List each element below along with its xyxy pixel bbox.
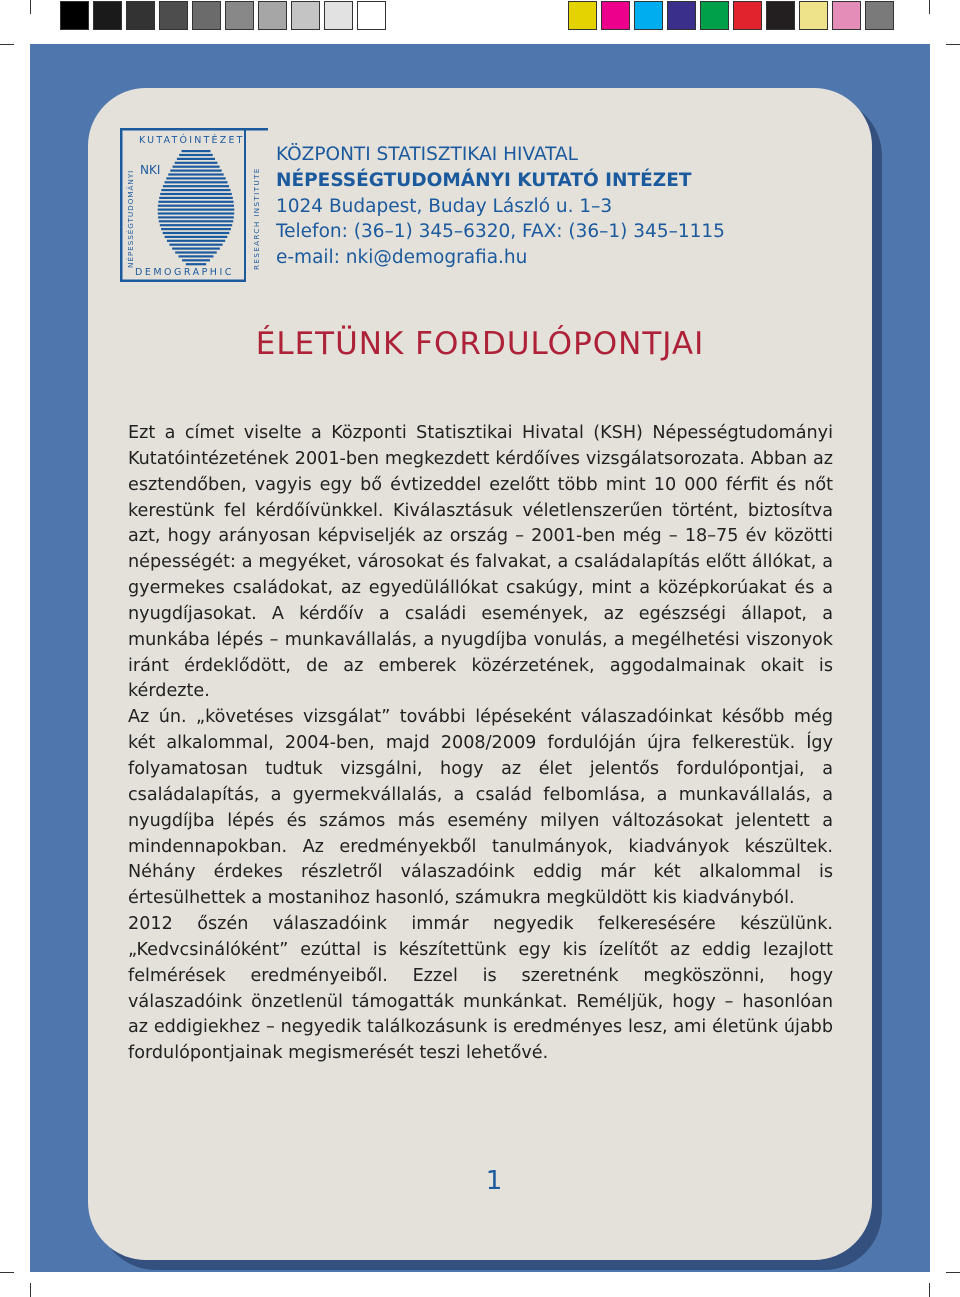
crop-mark bbox=[0, 44, 14, 45]
body-text bbox=[128, 421, 833, 1067]
pyramid-bar bbox=[165, 181, 228, 183]
pyramid-bar bbox=[160, 224, 232, 226]
color-swatch bbox=[324, 1, 353, 30]
logo-text-bottom: DEMOGRAPHIC bbox=[135, 267, 234, 278]
pyramid-bar bbox=[175, 251, 217, 253]
institute-phone-fax: Telefon: (36–1) 345–6320, FAX: (36–1) 345–1115 bbox=[276, 221, 725, 243]
population-pyramid-graphic bbox=[158, 150, 235, 265]
color-swatch bbox=[733, 1, 762, 30]
pyramid-bar bbox=[172, 248, 220, 250]
pyramid-bar bbox=[161, 189, 230, 191]
color-swatch bbox=[865, 1, 894, 30]
color-swatch bbox=[60, 1, 89, 30]
color-swatch bbox=[832, 1, 861, 30]
color-swatch bbox=[634, 1, 663, 30]
pyramid-bar bbox=[182, 259, 210, 261]
paragraph: 2012 őszén válaszadóink immár negyedik felkeresésére készülünk. „Kedvcsinálóként” ezúttal is készítettünk egy kis ízelítőt az eddig lezajlott felmérések eredményeiből. Ezzel is szeretnénk megköszönni, hogy válaszadóink önzetlenül támogatták munkánkat. Reméljük, hogy – hasonlóan az eddigiekhez – negyedik találkozásunk is eredményes lesz, ami életünk újabb fordulópontjainak megismerését teszi lehetővé. bbox=[128, 914, 833, 1064]
pyramid-bar bbox=[165, 236, 228, 238]
crop-mark bbox=[30, 0, 31, 14]
pyramid-bar bbox=[167, 240, 225, 242]
pyramid-bar bbox=[158, 212, 234, 214]
nki-logo bbox=[120, 128, 268, 282]
crop-mark bbox=[946, 44, 960, 45]
pyramid-bar bbox=[166, 177, 225, 179]
color-swatch bbox=[700, 1, 729, 30]
pyramid-bar bbox=[159, 197, 233, 199]
logo-text-left: NÉPESSÉGTUDOMÁNYI bbox=[126, 169, 135, 268]
color-swatch bbox=[192, 1, 221, 30]
crop-mark bbox=[929, 1283, 930, 1297]
institute-address: 1024 Budapest, Buday László u. 1–3 bbox=[276, 195, 613, 217]
page-title: ÉLETÜNK FORDULÓPONTJAI bbox=[255, 326, 705, 362]
pyramid-bar bbox=[186, 263, 206, 265]
crop-mark bbox=[0, 1272, 14, 1273]
color-swatch bbox=[126, 1, 155, 30]
pyramid-bar bbox=[177, 158, 215, 160]
pyramid-bar bbox=[161, 228, 231, 230]
color-swatch bbox=[225, 1, 254, 30]
color-calibration-bar bbox=[0, 0, 960, 32]
pyramid-bar bbox=[158, 205, 234, 207]
pyramid-bar bbox=[179, 255, 214, 257]
color-swatch bbox=[799, 1, 828, 30]
pyramid-bar bbox=[182, 150, 211, 152]
pyramid-bar bbox=[160, 193, 232, 195]
page-number: 1 bbox=[485, 1166, 503, 1196]
pyramid-bar bbox=[179, 154, 213, 156]
color-swatch bbox=[357, 1, 386, 30]
pyramid-bar bbox=[163, 185, 229, 187]
color-swatch bbox=[601, 1, 630, 30]
crop-mark bbox=[929, 0, 930, 14]
pyramid-bar bbox=[159, 220, 233, 222]
pyramid-bar bbox=[170, 170, 221, 172]
pyramid-bar bbox=[158, 209, 235, 211]
color-swatch bbox=[568, 1, 597, 30]
crop-mark bbox=[946, 1272, 960, 1273]
color-swatch bbox=[291, 1, 320, 30]
institute-name: KÖZPONTI STATISZTIKAI HIVATAL bbox=[276, 144, 578, 165]
logo-text-top: KUTATÓINTÉZET bbox=[139, 135, 245, 146]
pyramid-bar bbox=[158, 201, 233, 203]
paragraph: Ezt a címet viselte a Központi Statisztikai Hivatal (KSH) Népességtudományi Kutatóintézetének 2001-ben megkezdett kérdőíves vizsgálatsorozata. Abban az esztendőben, vagyis egy bő évtizeddel ezelőtt több mint 10 000 férfit és nőt kerestünk fel kérdőívünkkel. Kiválasztásuk véletlenszerűen történt, biztosítva azt, hogy arányosan képviseljék az ország – 2001-ben még – 18–75 év közötti népességét: a megyéket, városokat és falvakat, a családalapítás előtt állókat, a gyermekes családokat, az egyedülállókat csakúgy, mint a középkorúakat és a nyugdíjasokat. A kérdőív a családi események, az egészségi állapot, a munkába lépés – munkavállalás, a nyugdíjba vonulás, a megélhetési viszonyok iránt érdeklődött, de az emberek közérzetének, aggodalmainak okait is kérdezte. bbox=[128, 423, 833, 702]
pyramid-bar bbox=[175, 162, 218, 164]
pyramid-bar bbox=[173, 166, 220, 168]
crop-mark bbox=[30, 1283, 31, 1297]
color-swatch bbox=[258, 1, 287, 30]
pyramid-bar bbox=[168, 173, 224, 175]
institute-email: e-mail: nki@demografia.hu bbox=[276, 247, 528, 269]
color-swatch bbox=[667, 1, 696, 30]
institute-subname: NÉPESSÉGTUDOMÁNYI KUTATÓ INTÉZET bbox=[276, 169, 692, 191]
logo-text-right: RESEARCH INSTITUTE bbox=[252, 167, 261, 270]
pyramid-bar bbox=[169, 244, 222, 246]
pyramid-bar bbox=[158, 216, 234, 218]
color-swatch bbox=[766, 1, 795, 30]
logo-abbr: NKI bbox=[140, 163, 161, 177]
institute-header bbox=[276, 142, 836, 271]
color-swatch bbox=[159, 1, 188, 30]
paragraph: Az ún. „követéses vizsgálat” további lépéseként válaszadóinkat később még két alkalommal, 2004-ben, majd 2008/2009 fordulóján újra felkerestük. Így folyamatosan tudtuk vizsgálni, hogy az élet jelentős fordulópontjai, a családalapítás, a gyermekvállalás, a család felbomlása, a munkavállalás, a nyugdíjba lépés és számos más esemény milyen változásokat jelentett a mindennapokban. Az eredményekből tanulmányok, kiadványok készültek. Néhány érdekes részletről válaszadóink eddig már két alkalommal is értesülhettek a mostanihoz hasonló, számukra megküldött kis kiadványból. bbox=[128, 707, 833, 909]
pyramid-bar bbox=[163, 232, 230, 234]
color-swatch bbox=[93, 1, 122, 30]
